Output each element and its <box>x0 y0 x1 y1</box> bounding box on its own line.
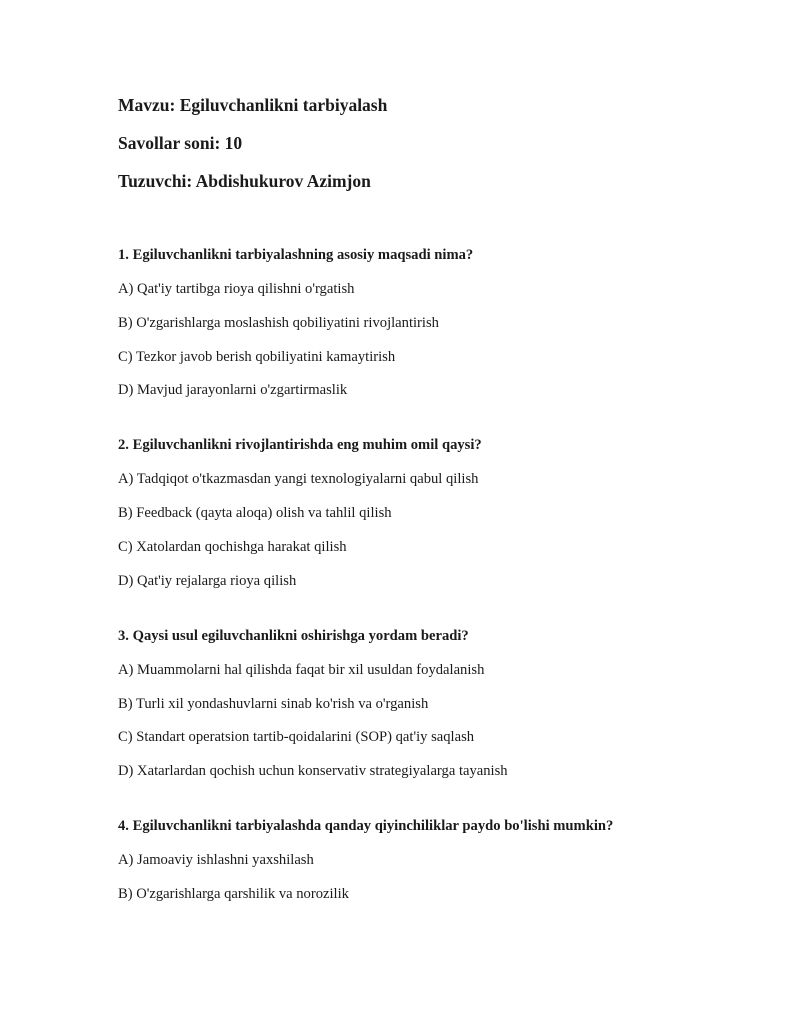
answer-option-a: A) Jamoaviy ishlashni yaxshilash <box>118 852 314 869</box>
question-3 <box>118 625 758 782</box>
answer-option-b: B) Feedback (qayta aloqa) olish va tahlil qilish <box>118 505 392 522</box>
answer-option-a: A) Muammolarni hal qilishda faqat bir xil usuldan foydalanish <box>118 661 485 678</box>
answer-option-c: C) Xatolardan qochishga harakat qilish <box>118 538 347 555</box>
topic-heading: Mavzu: Egiluvchanlikni tarbiyalash <box>118 95 388 115</box>
question-count: Savollar soni: 10 <box>118 133 243 153</box>
author-line: Tuzuvchi: Abdishukurov Azimjon <box>118 171 371 191</box>
question-1 <box>118 244 758 401</box>
answer-option-d: D) Mavjud jarayonlarni o'zgartirmaslik <box>118 382 348 399</box>
answer-option-b: B) Turli xil yondashuvlarni sinab ko'rish va o'rganish <box>118 695 429 712</box>
question-title: 1. Egiluvchanlikni tarbiyalashning asosiy maqsadi nima? <box>118 247 474 263</box>
question-title: 2. Egiluvchanlikni rivojlantirishda eng muhim omil qaysi? <box>118 437 482 454</box>
answer-option-c: C) Standart operatsion tartib-qoidalarini (SOP) qat'iy saqlash <box>118 729 475 746</box>
question-4 <box>118 815 758 905</box>
answer-option-a: A) Qat'iy tartibga rioya qilishni o'rgatish <box>118 281 355 297</box>
answer-option-d: D) Qat'iy rejalarga rioya qilish <box>118 572 297 589</box>
question-title: 4. Egiluvchanlikni tarbiyalashda qanday qiyinchiliklar paydo bo'lishi mumkin? <box>118 818 614 835</box>
question-2 <box>118 434 758 591</box>
answer-option-d: D) Xatarlardan qochish uchun konservativ strategiyalarga tayanish <box>118 763 508 780</box>
answer-option-c: C) Tezkor javob berish qobiliyatini kamaytirish <box>118 348 396 365</box>
answer-option-a: A) Tadqiqot o'tkazmasdan yangi texnologiyalarni qabul qilish <box>118 471 479 488</box>
document-page <box>118 92 758 938</box>
answer-option-b: B) O'zgarishlarga moslashish qobiliyatini rivojlantirish <box>118 314 439 331</box>
question-title: 3. Qaysi usul egiluvchanlikni oshirishga yordam beradi? <box>118 627 469 644</box>
answer-option-b: B) O'zgarishlarga qarshilik va norozilik <box>118 885 349 902</box>
